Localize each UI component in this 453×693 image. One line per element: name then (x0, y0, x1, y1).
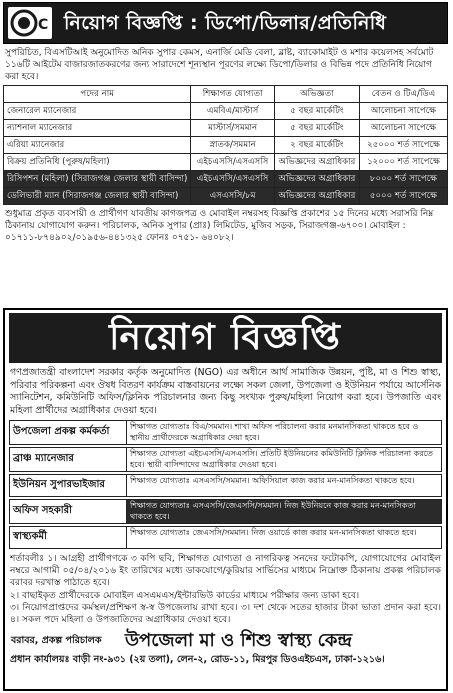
recruitment-ad-dealer (3, 2, 448, 304)
cell-post: রিসিপশন (মহিলা) (সিরাজগঞ্জ জেলার স্থায়ী বাসিন্দা) (4, 171, 191, 188)
post-list (9, 420, 442, 549)
table-row (4, 171, 448, 188)
cell-education: স্নাতক/সমমান (191, 137, 274, 154)
list-item (9, 474, 442, 497)
term-paragraph: ২। বাছাইকৃত প্রার্থীদেরকে মোবাইল এসএমএস/ইন্টারভিউ কার্ডের মাধ্যমে পরীক্ষার জন্য ডাকা হবে। (10, 590, 360, 601)
col-header-salary: বেতন ও টিএ/ডিএ (360, 86, 448, 103)
cell-experience: ২ বছর মার্কেটিং (274, 137, 359, 154)
post-description: শিক্ষাগত যোগ্যতা এইচএসসি/এসএসসি। প্রতিটি ইউনিয়নের কমিউনিটি ক্লিনিক পরিচালনা করতে হবে। স্থায়ী বাসিন্দাদের অগ্রাধিকার দেওয়া হবে। (130, 449, 433, 469)
cell-post: ডেলিভারী ম্যান (সিরাজগঞ্জ জেলার স্থায়ী বাসিন্দা) (4, 188, 191, 205)
list-item (9, 499, 442, 524)
cell-salary: ১২০০০ শর্ত সাপেক্ষে (360, 154, 448, 171)
list-item (9, 420, 442, 445)
cell-education: এসএসসি/৮ম (191, 188, 274, 205)
post-description: শিক্ষাগত যোগ্যতাঃ এসএসসি/সমমান। অফিসিয়াল কাজ করার মন-মানসিকতা থাকতে হবে। (130, 476, 415, 485)
positions-table (3, 85, 448, 205)
col-header-experience: অভিজ্ঞতা (274, 86, 359, 103)
cell-education: মাস্টার্স/সমমান (191, 120, 274, 137)
table-row (4, 137, 448, 154)
organization-name: উপজেলা মা ও শিশু স্বাস্থ্য কেন্দ্র (125, 630, 353, 652)
ad1-intro: সুপরিচিত, বিএসটিআই অনুমোদিত অনিক সুপার কেমস, এনার্জি মেডি বেলা, ব্লাষ্ট, ব্যাকোমাইট ও মশার কয়েলসহ সর্বমোট ১১৬টি আইটেম বাজারজাতকরণের জন্য সারাদেশে শূন্যস্থান পূরণের লক্ষ্যে ডিপো/ডিলার ও বিভিন্ন পদে প্রতিনিধি নিয়োগ করা হবে। (5, 48, 434, 82)
cell-post: জেনারেল ম্যানেজার (4, 103, 191, 120)
cell-post: এরিয়া ম্যানেজার (4, 137, 191, 154)
table-header-row (4, 86, 448, 103)
table-row (4, 188, 448, 205)
signoff (5, 626, 446, 652)
col-header-education: শিক্ষাগত যোগ্যতা (191, 86, 274, 103)
cell-salary: ৫০০০ শর্ত সাপেক্ষে (360, 188, 448, 205)
post-name: স্বাস্থ্যকর্মী (10, 527, 127, 548)
col-header-post: পদের নাম (4, 86, 191, 103)
table-row (4, 154, 448, 171)
company-logo-icon (8, 7, 52, 39)
cell-experience: অভিজ্ঞদের অগ্রাধিকার (274, 171, 359, 188)
cell-experience: অভিজ্ঞদের অগ্রাধিকার (274, 188, 359, 205)
cell-education: এমবিএ/মাস্টার্স (191, 103, 274, 120)
cell-post: ন্যাশনাল ম্যানেজার (4, 120, 191, 137)
signoff-label: বরাবর, প্রকল্প পরিচালক (11, 635, 102, 647)
ad1-contact-footer: শুধুমাত্র প্রকৃত ব্যবসায়ী ও প্রার্থীগণ যাবতীয় কাগজপত্র ও মোবাইল নম্বরসহ বিজ্ঞপ্তি প্রকাশের ১৫ দিনের মধ্যে সরাসরি নিম্ন ঠিকানায় যোগাযোগ করুন। পরিচালক, অনিক সুপার (প্রাঃ) লিমিটেড, মুজিব সড়ক, সিরাজগঞ্জ-৬৭০০। মোবাইল : ০১৭১১-৮৭৪৯০২/০১৯৫৬-৪৪১৩২৫ ফোনঃ ০৭৫১- ৬৪০৮২। (5, 209, 434, 243)
post-name: ইউনিয়ন সুপারভাইজার (10, 475, 127, 496)
cell-education: এইচএসসি/এসএসসি (191, 171, 274, 188)
cell-experience: অভিজ্ঞদের অগ্রাধিকার (274, 154, 359, 171)
post-description: শিক্ষাগত যোগ্যতাঃ এসএসসি/জেএসসি/সমমান। নিজ ইউনিয়নে কাজ করার মন-মানসিকতা থাকতে হবে। (127, 500, 441, 523)
post-description: শিক্ষাগত যোগ্যতাঃ বিএ/সমমান। শাখা অফিস পরিচালনা করার মনমানসিকতা থাকতে হবে ও স্থানীয় প্রার্থীদেরকে অগ্রাধিকার দেয়া হবে। (130, 422, 419, 442)
svg-text:C: C (38, 17, 49, 33)
ad1-header (3, 2, 448, 44)
ad2-intro: গণপ্রজাতন্ত্রী বাংলাদেশ সরকার কর্তৃক অনুমোদিত (NGO) এর অধীনে আর্থ সামাজিক উন্নয়ন, পুষ্টি, মা ও শিশু স্বাস্থ্য, পরিবার পরিকল্পনা এবং ঔষধ বিতরণ কার্যক্রম বাস্তবায়নের লক্ষ্যে সকল জেলা, উপজেলা ও ইউনিয়ন পর্যায়ে আর্সেনিক স্যানিটেশন, কমিউনিটি অফিস/ক্লিনিক পরিচালনার জন্য কিছু সংখ্যক পুরুষ/মহিলা নিয়োগ করা হবে। উপজাতি এবং মহিলা প্রার্থীদের অগ্রাধিকার দেওয়া হবে। (10, 367, 441, 416)
table-row (4, 103, 448, 120)
cell-salary: আলোচনা সাপেক্ষে (360, 103, 448, 120)
term-paragraph: ৩। নিয়োগপ্রাপ্তদের কর্মস্থল/প্রশিক্ষণ স্ব-স্ব উপজেলায় রাখা হবে। ৩। দশ থেকে সতের হাজার টাকা ভাতা প্রদান করা হবে। ৪। সকল পদে মহিলা ও উপজাতিদের অগ্রাধিকার দেওয়া হবে। (10, 602, 441, 626)
head-office-address: প্রধান কার্যালয়ঃ বাড়ী নং-৯৩১ (২য় তলা), লেন-২, রোড-১১, মিরপুর ডিওএইচএস, ঢাকা-১২১৬। (10, 654, 385, 666)
ad1-title: নিয়োগ বিজ্ঞপ্তি : ডিপো/ডিলার/প্রতিনিধি (64, 12, 387, 34)
terms-section (5, 551, 446, 626)
table-row (4, 120, 448, 137)
cell-salary: আলোচনা সাপেক্ষে (360, 120, 448, 137)
term-paragraph: শর্তাবলীঃ ১। আগ্রহী প্রার্থীগণকে ৩ কপি ছবি, শিক্ষাগত যোগ্যতা ও নাগরিকত্ব সনদের ফটোকপি, যোগাযোগের মোবাইল নম্বরে আগামী ০৫/০৪/২০১৬ ইং তারিখের মধ্যে ডাকযোগে/কুরিয়ার সার্ভিসের মাধ্যমে নিম্নোক্ত ঠিকানায় প্রকল্প পরিচালক বরাবর দরখাস্ত পাঠাতে হবে। (10, 554, 441, 589)
post-name: উপজেলা প্রকল্প কর্মকর্তা (10, 421, 127, 444)
cell-experience: ৫ বছর মার্কেটিং (274, 120, 359, 137)
list-item (9, 526, 442, 549)
cell-salary: ৮০০০ শর্ত সাপেক্ষে (360, 171, 448, 188)
ad2-banner (9, 313, 442, 363)
cell-education: এইচএসসি/এসএসসি (191, 154, 274, 171)
post-description: শিক্ষাগত যোগ্যতাঃ জেএসসি/সমমান। নিজ ওয়ার্ডে কাজ করার মন-মানসিকতা থাকতে হবে। (130, 528, 417, 537)
cell-experience: ৫ বছর মার্কেটিং (274, 103, 359, 120)
cell-salary: ২৫০০০ শর্ত সাপেক্ষে (360, 137, 448, 154)
ad2-banner-title: নিয়োগ বিজ্ঞপ্তি (109, 317, 342, 358)
recruitment-ad-ngo (3, 308, 448, 691)
list-item (9, 447, 442, 472)
post-name: অফিস সহকারী (10, 500, 127, 523)
post-name: ব্রাঞ্চ ম্যানেজার (10, 448, 127, 471)
cell-post: বিক্রয় প্রতিনিধি (পুরুষ/মহিলা) (4, 154, 191, 171)
